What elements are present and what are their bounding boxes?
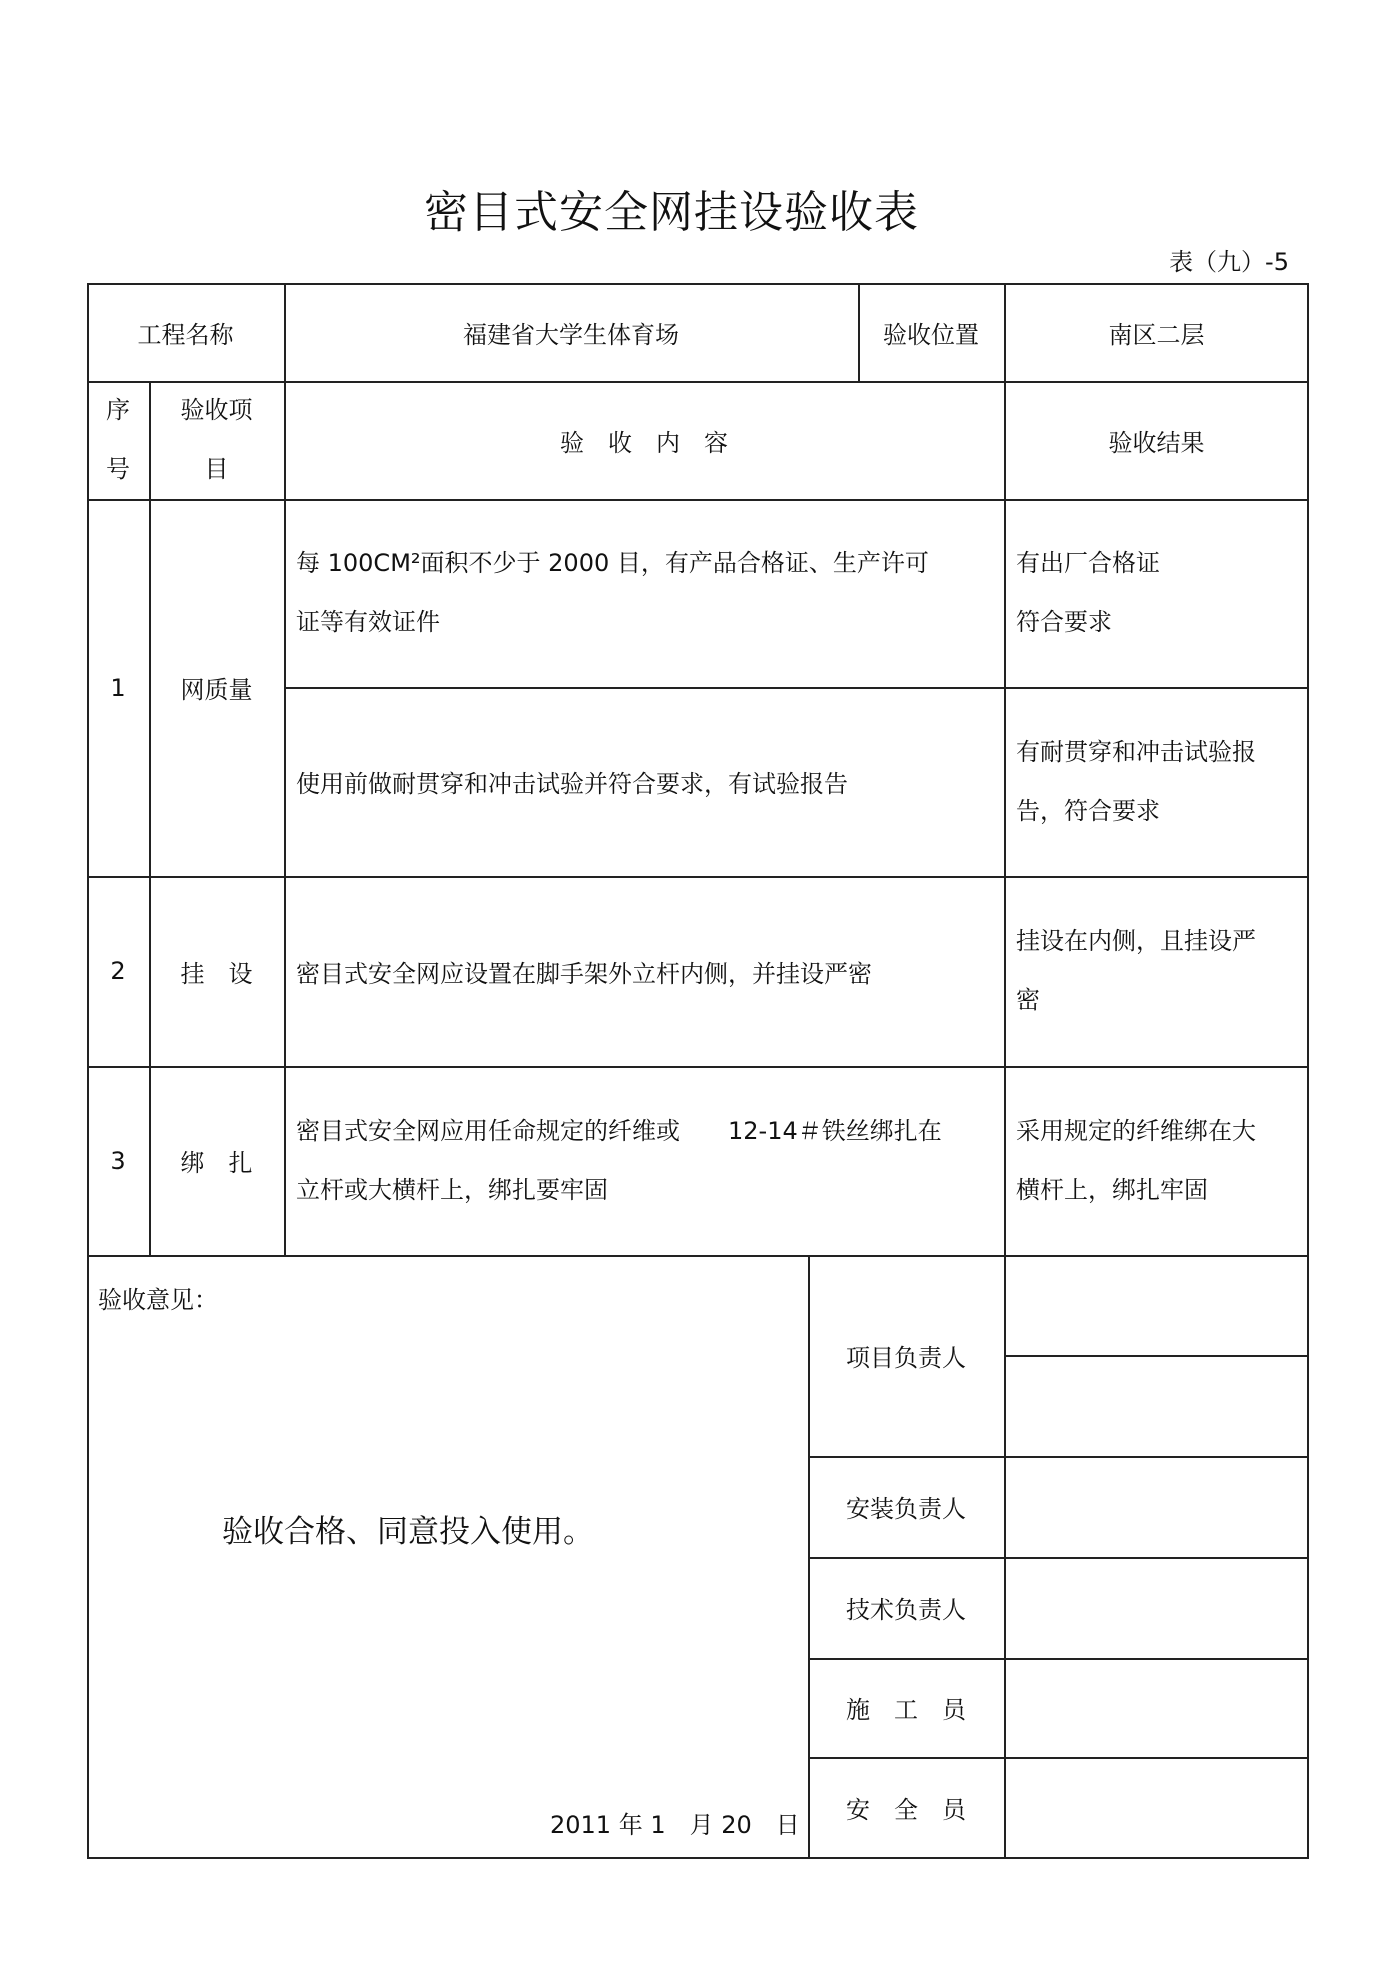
row-1a-content-line2: 证等有效证件 <box>296 608 440 636</box>
project-manager-label: 项目负责人 <box>846 1344 966 1372</box>
column-header-no-line2: 号 <box>106 455 130 483</box>
row-2-item: 挂 设 <box>180 959 253 988</box>
column-header-content: 验 收 内 容 <box>560 428 728 457</box>
column-header-item-line1: 验收项 <box>180 396 253 424</box>
row-2-no: 2 <box>110 957 126 985</box>
form-number: 表（九）-5 <box>1169 248 1289 276</box>
document-title: 密目式安全网挂设验收表 <box>424 187 919 238</box>
constructor-label: 施 工 员 <box>846 1696 966 1724</box>
row-2-result-line1: 挂设在内侧，且挂设严 <box>1016 927 1256 955</box>
opinion-label: 验收意见： <box>98 1286 218 1314</box>
row-1a-result-line2: 符合要求 <box>1016 608 1112 636</box>
row-1a-content-line1: 每 100CM²面积不少于 2000 目，有产品合格证、生产许可 <box>296 549 929 577</box>
constructor-signature-field[interactable] <box>1006 1660 1306 1756</box>
row-3-result <box>1004 1066 1309 1255</box>
row-3-result-line1: 采用规定的纤维绑在大 <box>1016 1116 1256 1145</box>
location-label: 验收位置 <box>883 320 979 349</box>
row-3-no: 3 <box>110 1146 126 1175</box>
row-1-no: 1 <box>110 673 126 702</box>
row-3-content <box>284 1066 1004 1255</box>
row-3-result-line2: 横杆上，绑扎牢固 <box>1016 1175 1208 1204</box>
tech-manager-label: 技术负责人 <box>846 1596 966 1624</box>
row-1b-content: 使用前做耐贯穿和冲击试验并符合要求，有试验报告 <box>296 770 848 798</box>
row-2-result <box>1004 876 1309 1066</box>
acceptance-date: 2011 年 1 月 20 日 <box>550 1811 800 1839</box>
safety-officer-signature-field[interactable] <box>1006 1759 1306 1856</box>
column-header-result: 验收结果 <box>1108 428 1205 457</box>
project-manager-signature-field-1[interactable] <box>1006 1257 1306 1354</box>
row-3-content-line1: 密目式安全网应用任命规定的纤维或 12-14＃铁丝绑扎在 <box>296 1116 942 1145</box>
column-header-item-line2: 目 <box>204 455 229 483</box>
row-1b-result-line1: 有耐贯穿和冲击试验报 <box>1016 737 1256 766</box>
column-header-no-line1: 序 <box>106 396 130 424</box>
row-1a-result-line1: 有出厂合格证 <box>1016 549 1160 577</box>
row-2-content: 密目式安全网应设置在脚手架外立杆内侧，并挂设严密 <box>296 959 872 988</box>
install-manager-label: 安装负责人 <box>846 1495 966 1523</box>
row-1-item: 网质量 <box>180 676 253 704</box>
install-manager-signature-field[interactable] <box>1006 1458 1306 1556</box>
row-1b-result-line2: 告，符合要求 <box>1016 796 1160 825</box>
row-2-result-line2: 密 <box>1016 986 1040 1014</box>
tech-manager-signature-field[interactable] <box>1006 1559 1306 1657</box>
project-manager-signature-field-2[interactable] <box>1006 1357 1306 1455</box>
safety-officer-label: 安 全 员 <box>846 1795 966 1824</box>
project-name-label: 工程名称 <box>137 320 234 349</box>
row-1a-result <box>1004 499 1309 687</box>
row-3-item: 绑 扎 <box>180 1149 253 1177</box>
row-1a-content <box>284 499 1004 687</box>
project-name-value: 福建省大学生体育场 <box>463 320 679 349</box>
opinion-text: 验收合格、同意投入使用。 <box>222 1514 594 1550</box>
row-3-content-line2: 立杆或大横杆上，绑扎要牢固 <box>296 1175 608 1204</box>
row-1b-result <box>1004 687 1309 876</box>
column-header-item <box>149 381 284 499</box>
location-value: 南区二层 <box>1108 320 1205 349</box>
column-header-no <box>87 381 149 499</box>
